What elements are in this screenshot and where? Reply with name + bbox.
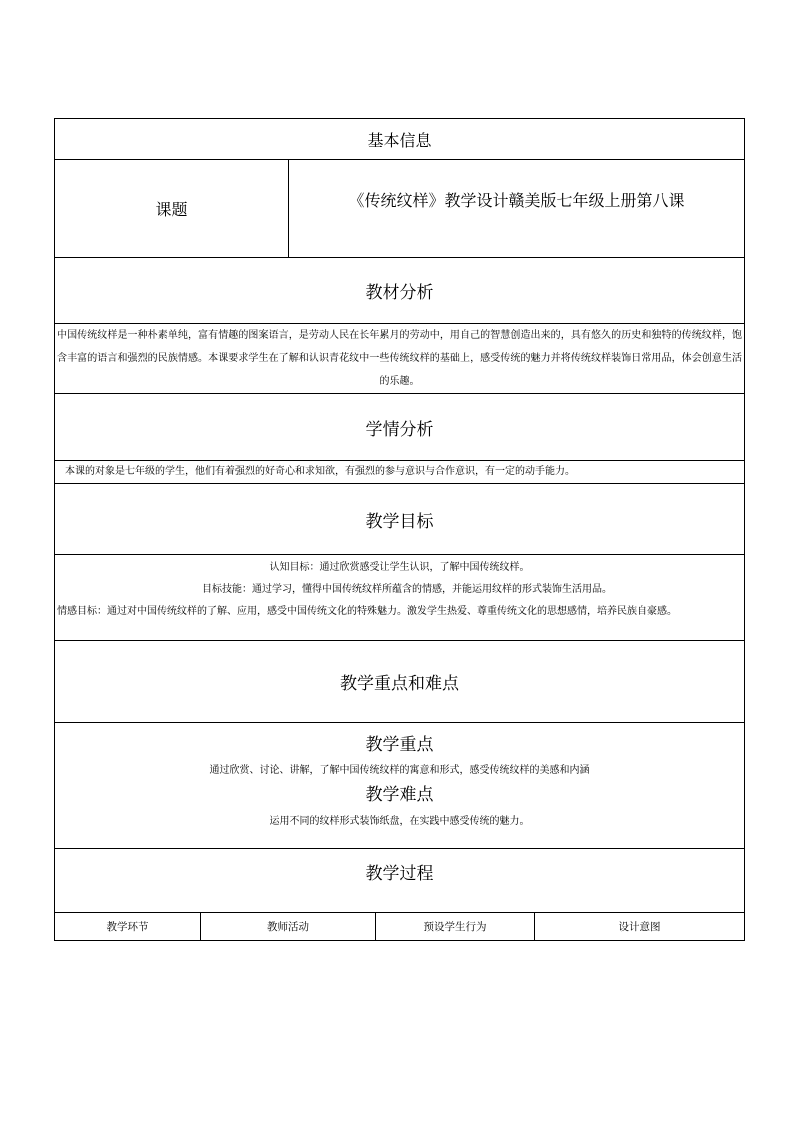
goal-skill: 目标技能：通过学习，懂得中国传统纹样所蕴含的情感，并能运用纹样的形式装饰生活用品。	[202, 584, 612, 595]
basic-info-title: 基本信息	[55, 119, 745, 160]
process-col-stage: 教学环节	[55, 913, 201, 941]
student-analysis-text: 本课的对象是七年级的学生，他们有着强烈的好奇心和求知欲，有强烈的参与意识与合作意识，有一定的动手能力。	[55, 461, 745, 484]
key-points-header-row	[55, 641, 745, 723]
process-col-teacher: 教师活动	[201, 913, 376, 941]
focus-text: 通过欣赏、讨论、讲解，了解中国传统纹样的寓意和形式，感受传统纹样的美感和内涵	[209, 765, 590, 776]
difficulty-text: 运用不同的纹样形式装饰纸盘，在实践中感受传统的魅力。	[269, 816, 530, 827]
process-col-student: 预设学生行为	[376, 913, 535, 941]
teaching-goals-content	[55, 555, 745, 641]
goal-emotional: 情感目标：通过对中国传统纹样的了解、应用，感受中国传统文化的特殊魅力。激发学生热爱、尊重传统文化的思想感情，培养民族自豪感。	[57, 606, 677, 617]
material-analysis-header-row	[55, 258, 745, 324]
student-analysis-header-row	[55, 394, 745, 461]
goal-cognitive: 认知目标：通过欣赏感受让学生认识，了解中国传统纹样。	[269, 562, 530, 573]
focus-title: 教学重点	[365, 735, 434, 755]
topic-value: 《传统纹样》教学设计赣美版七年级上册第八课	[289, 160, 745, 258]
lesson-plan-document	[54, 118, 744, 941]
topic-label: 课题	[55, 160, 289, 258]
process-columns-row	[55, 913, 745, 941]
teaching-goals-header-row	[55, 484, 745, 555]
key-points-content-row	[55, 723, 745, 849]
material-analysis-content-row	[55, 324, 745, 394]
student-analysis-title: 学情分析	[55, 394, 745, 461]
topic-row	[55, 160, 745, 258]
material-analysis-text: 中国传统纹样是一种朴素单纯，富有情趣的图案语言，是劳动人民在长年累月的劳动中，用自己的智慧创造出来的，具有悠久的历史和独特的传统纹样，饱含丰富的语言和强烈的民族情感。本课要求学生在了解和认识青花纹中一些传统纹样的基础上，感受传统的魅力并将传统纹样装饰日常用品，体会创意生活的乐趣。	[55, 324, 745, 394]
difficulty-title: 教学难点	[365, 785, 434, 805]
process-title: 教学过程	[55, 849, 745, 913]
lesson-plan-table	[54, 118, 745, 941]
process-header-row	[55, 849, 745, 913]
basic-info-row	[55, 119, 745, 160]
teaching-goals-content-row	[55, 555, 745, 641]
material-analysis-title: 教材分析	[55, 258, 745, 324]
key-points-content	[55, 723, 745, 849]
process-col-intent: 设计意图	[535, 913, 745, 941]
student-analysis-content-row	[55, 461, 745, 484]
key-points-title: 教学重点和难点	[55, 641, 745, 723]
teaching-goals-title: 教学目标	[55, 484, 745, 555]
